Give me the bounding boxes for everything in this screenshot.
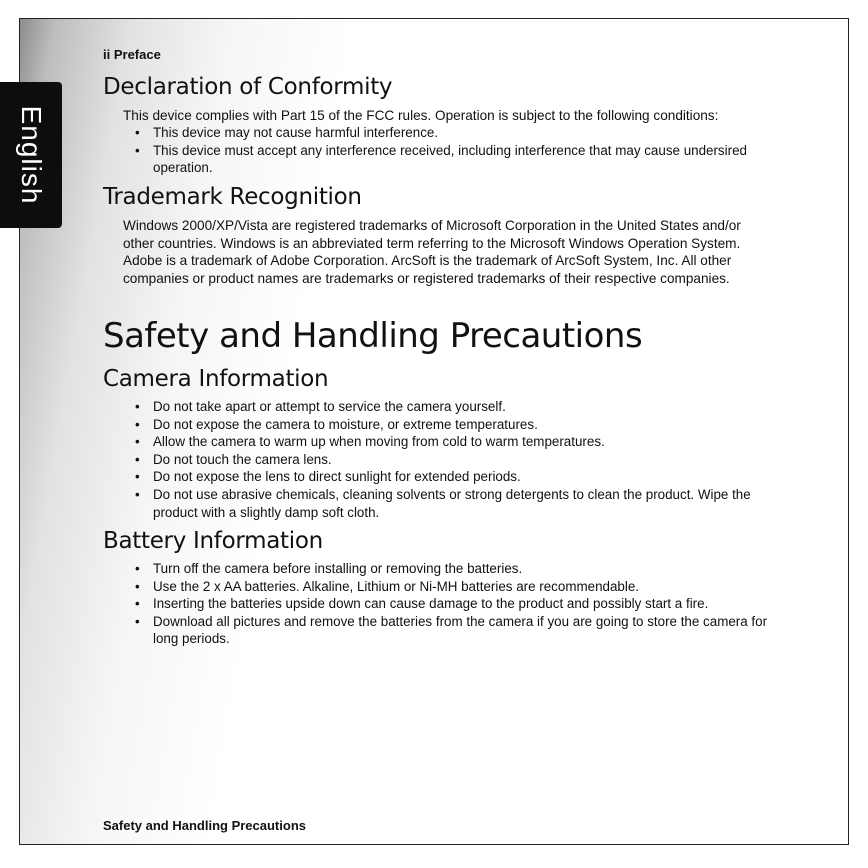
list-item: • Do not use abrasive chemicals, cleaning solvents or strong detergents to clean the product. Wipe the product with a slightly damp soft cloth. <box>133 486 773 521</box>
safety-heading: Safety and Handling Precautions <box>103 316 643 356</box>
declaration-intro: This device complies with Part 15 of the FCC rules. Operation is subject to the following conditions: <box>123 108 719 123</box>
list-item: • This device must accept any interference received, including interference that may cause undersired operation. <box>133 142 773 177</box>
list-item: • This device may not cause harmful interference. <box>133 124 773 142</box>
camera-heading: Camera Information <box>103 366 329 392</box>
page-header: ii Preface <box>103 47 161 62</box>
declaration-heading: Declaration of Conformity <box>103 74 393 100</box>
list-item: • Do not expose the camera to moisture, or extreme temperatures. <box>133 416 773 434</box>
list-item: • Do not expose the lens to direct sunlight for extended periods. <box>133 468 773 486</box>
trademark-heading: Trademark Recognition <box>103 184 362 210</box>
battery-list <box>133 560 773 648</box>
list-item: • Turn off the camera before installing or removing the batteries. <box>133 560 773 578</box>
trademark-text: Windows 2000/XP/Vista are registered trademarks of Microsoft Corporation in the United States and/or other countries. Windows is an abbreviated term referring to the Microsoft Windows Operation System. Adobe is a trademark of Adobe Corporation. ArcSoft is the trademark of ArcSoft System, Inc. All other companies or product names are trademarks or registered trademarks of their respective companies. <box>123 218 741 286</box>
page-footer: Safety and Handling Precautions <box>103 818 306 833</box>
list-item: • Download all pictures and remove the batteries from the camera if you are going to store the camera for long periods. <box>133 613 773 648</box>
declaration-list <box>133 124 773 177</box>
list-item: • Do not take apart or attempt to service the camera yourself. <box>133 398 773 416</box>
camera-list <box>133 398 773 521</box>
list-item: • Use the 2 x AA batteries. Alkaline, Lithium or Ni-MH batteries are recommendable. <box>133 578 773 596</box>
language-tab <box>0 82 62 228</box>
list-item: • Allow the camera to warm up when moving from cold to warm temperatures. <box>133 433 773 451</box>
list-item: • Inserting the batteries upside down can cause damage to the product and possibly start a fire. <box>133 595 773 613</box>
battery-heading: Battery Information <box>103 528 323 554</box>
language-tab-label: English <box>16 105 47 205</box>
list-item: • Do not touch the camera lens. <box>133 451 773 469</box>
